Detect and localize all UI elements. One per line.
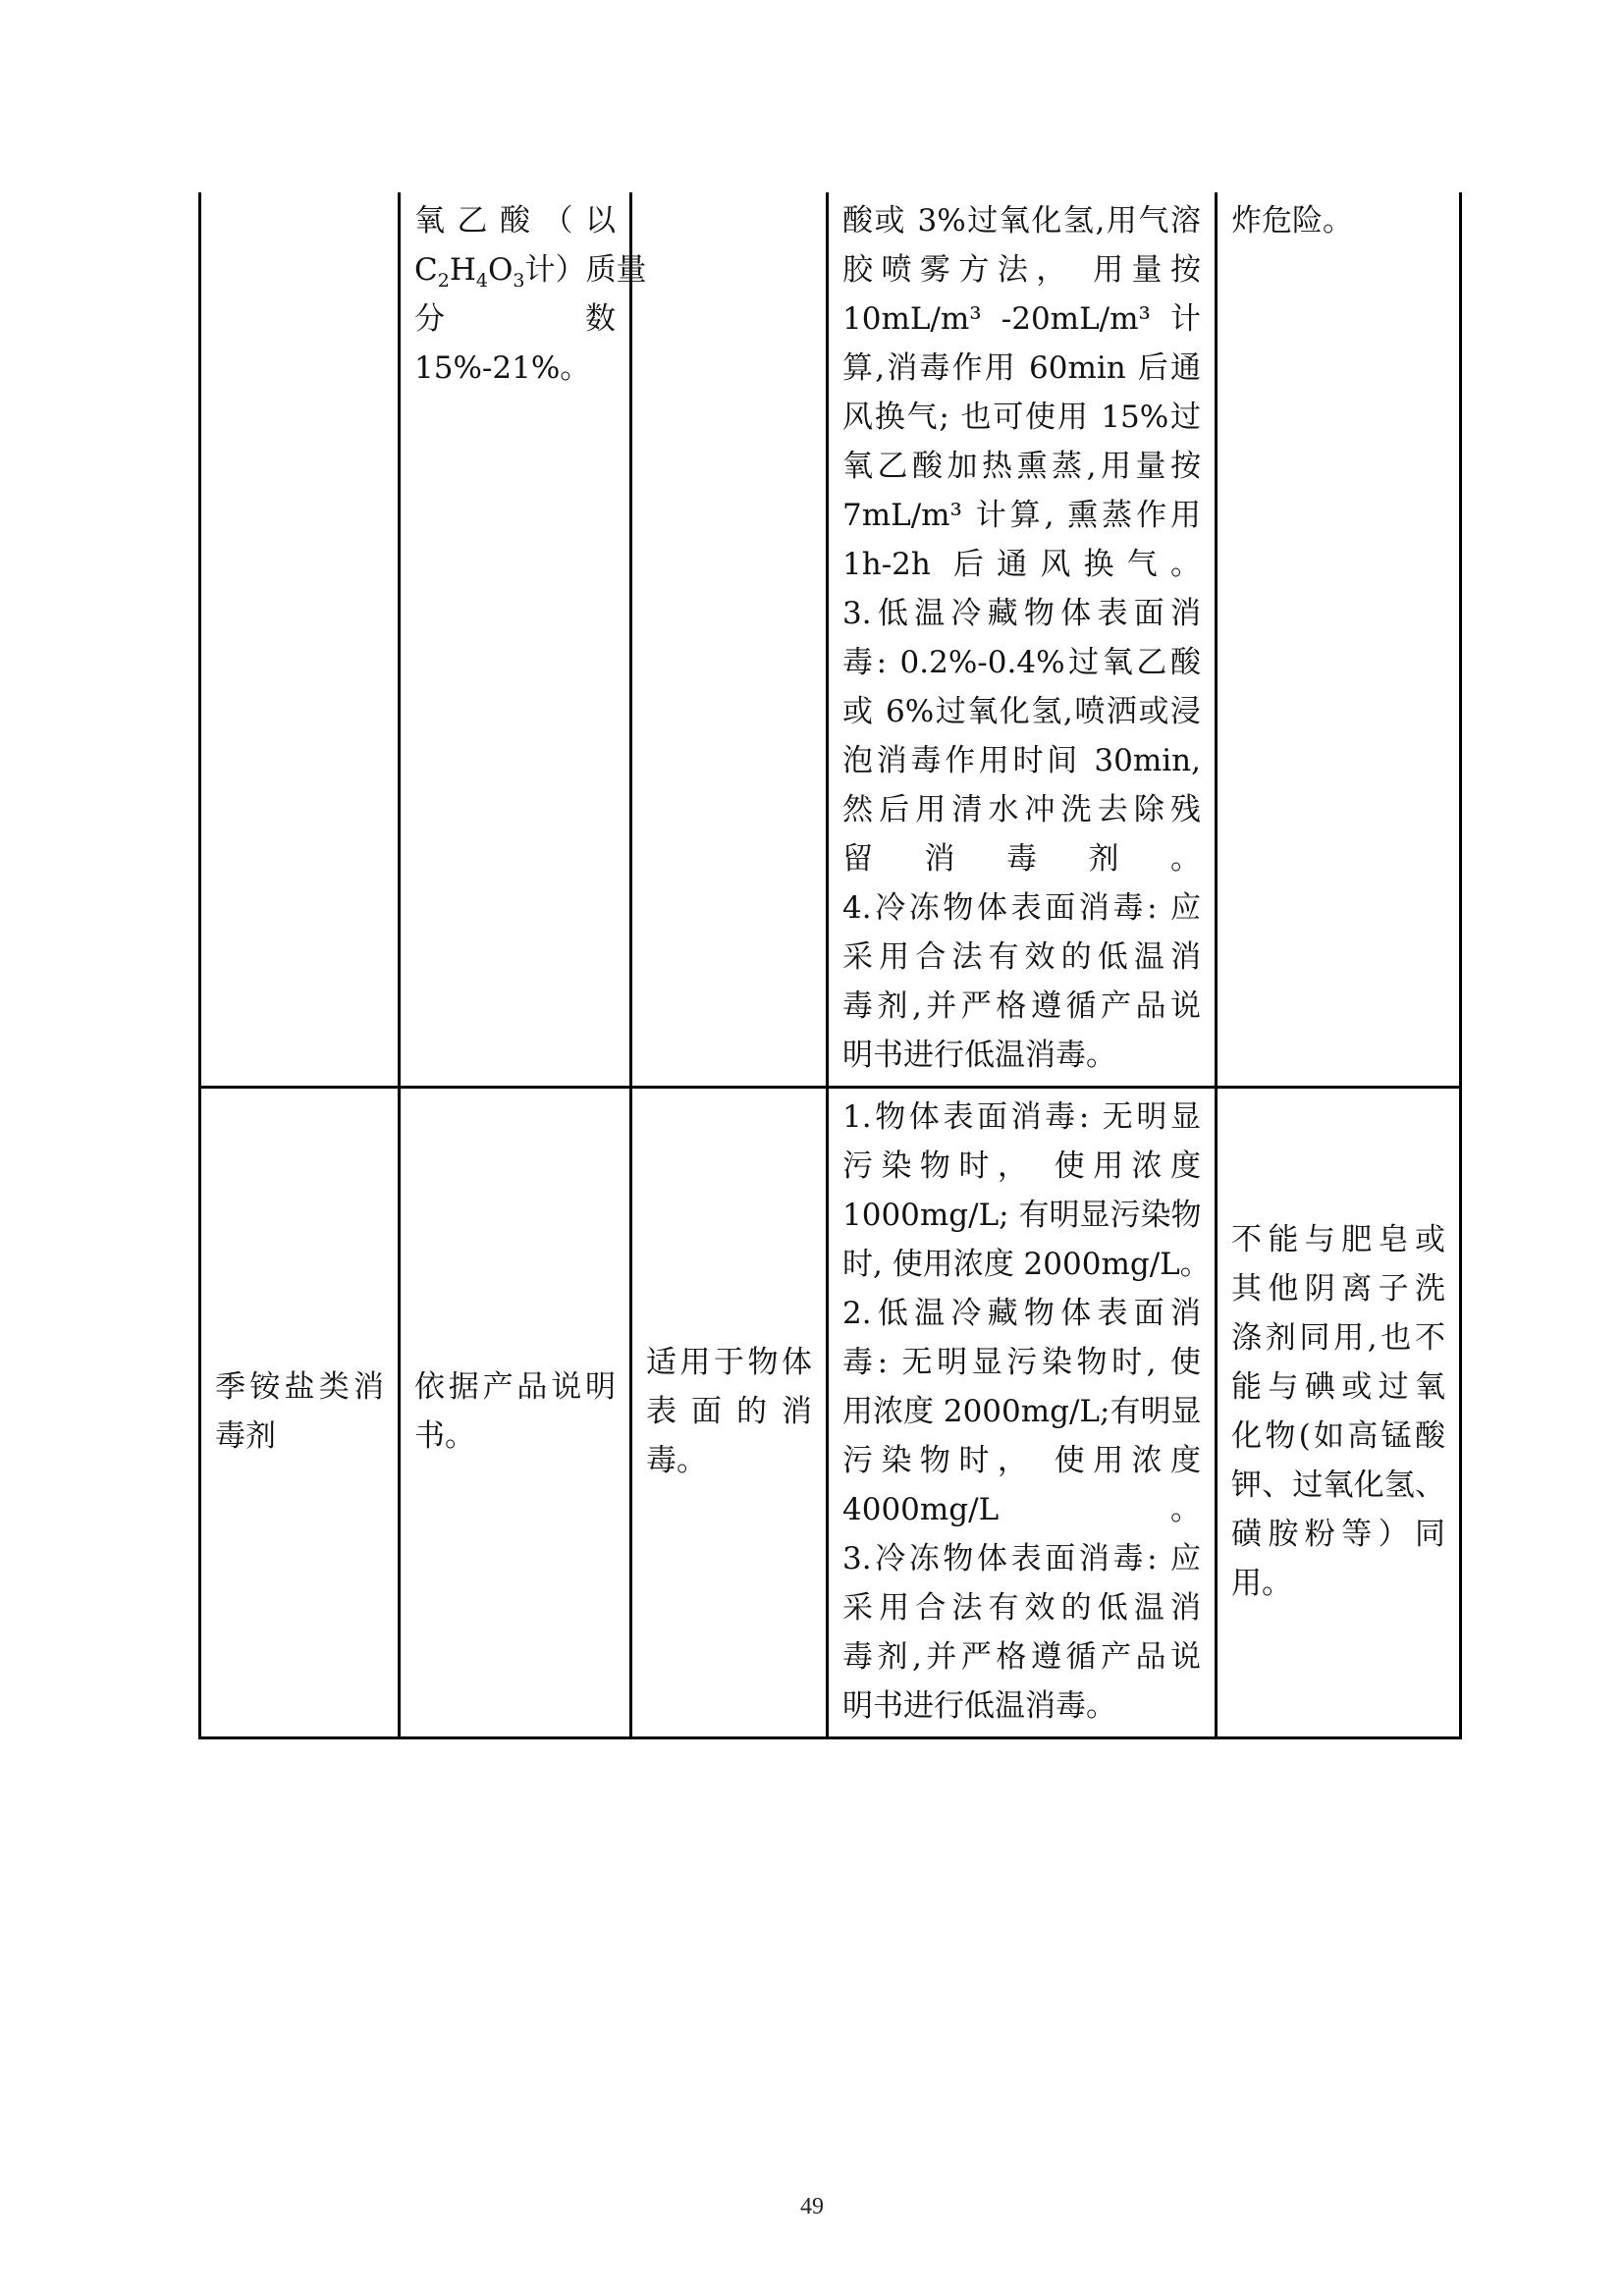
cell-line: 留消毒剂。 [842, 841, 1201, 877]
cell-line: 4000mg/L。 [842, 1492, 1201, 1527]
cell-text: 计）质量 [524, 252, 647, 288]
cell-line: 表面的消 [646, 1394, 812, 1429]
cell-line: 不能与肥皂或 [1231, 1222, 1445, 1257]
cell-line: 依据产品说明 [414, 1369, 616, 1405]
cell-line: 泡消毒作用时间 30min, [842, 743, 1201, 778]
cell-line: 1h-2h 后通风换气。 [842, 547, 1201, 582]
cell-line: 钾、过氧化氢、 [1231, 1468, 1445, 1503]
cell-line: 污染物时， 使用浓度 [842, 1148, 1201, 1184]
cell-line: 污染物时， 使用浓度 [842, 1443, 1201, 1478]
cell-line: 采用合法有效的低温消 [842, 939, 1201, 975]
table-cell-notes [1217, 1088, 1461, 1738]
table-cell-notes [1217, 192, 1461, 1088]
cell-line: 氧乙酸（以 [414, 203, 616, 239]
cell-line: 胶喷雾方法， 用量按 [842, 252, 1201, 288]
cell-line: 毒剂,并严格遵循产品说 [842, 1639, 1201, 1675]
cell-line: 炸危险。 [1231, 203, 1353, 239]
cell-line: 氧乙酸加热熏蒸,用量按 [842, 449, 1201, 484]
table-cell-name [200, 192, 400, 1088]
disinfectant-table [198, 192, 1462, 1739]
formula-element: C [414, 252, 438, 288]
cell-line: 或 6%过氧化氢,喷洒或浸 [842, 694, 1201, 729]
cell-line: 书。 [414, 1418, 475, 1454]
table-cell-composition [400, 1088, 631, 1738]
cell-line: 明书进行低温消毒。 [842, 1038, 1116, 1073]
cell-line: 毒剂,并严格遵循产品说 [842, 988, 1201, 1024]
table-cell-scope [631, 1088, 828, 1738]
cell-line: 其他阴离子洗 [1231, 1271, 1445, 1307]
cell-line: 磺胺粉等）同 [1231, 1517, 1445, 1552]
cell-line: 算,消毒作用 60min 后通 [842, 350, 1201, 386]
cell-line: 2.低温冷藏物体表面消 [842, 1296, 1201, 1331]
cell-line: 毒: 无明显污染物时, 使 [842, 1345, 1201, 1380]
cell-line: 毒。 [646, 1443, 707, 1478]
cell-line: 用。 [1231, 1566, 1292, 1601]
table-cell-usage [828, 192, 1217, 1088]
cell-line: 15%-21%。 [414, 350, 591, 386]
cell-line: 适用于物体 [646, 1345, 812, 1380]
table-row [200, 192, 1461, 1088]
cell-line: 然后用清水冲洗去除残 [842, 792, 1201, 828]
cell-line: 3.冷冻物体表面消毒: 应 [842, 1541, 1201, 1576]
formula-element: H [449, 252, 476, 288]
table-cell-composition [400, 192, 647, 1088]
cell-line: 能与碘或过氧 [1231, 1369, 1445, 1405]
formula-subscript: 3 [513, 270, 525, 293]
cell-line: 涤剂同用,也不 [1231, 1320, 1445, 1356]
cell-line: 明书进行低温消毒。 [842, 1688, 1116, 1724]
table-row [200, 1088, 1461, 1738]
cell-line: 分 数 [414, 301, 616, 337]
cell-line: 用浓度 2000mg/L;有明显 [842, 1394, 1202, 1429]
cell-line: 1000mg/L; 有明显污染物 [842, 1198, 1202, 1233]
table-cell-name [200, 1088, 400, 1738]
cell-line: 毒剂 [215, 1418, 276, 1454]
cell-line: 7mL/m³ 计算, 熏蒸作用 [842, 498, 1201, 533]
cell-line: 毒: 0.2%-0.4%过氧乙酸 [842, 645, 1201, 680]
formula-subscript: 2 [437, 270, 450, 293]
formula-subscript: 4 [475, 270, 488, 293]
cell-line: 季铵盐类消 [215, 1369, 384, 1405]
cell-line: 风换气; 也可使用 15%过 [842, 400, 1201, 435]
table-cell-scope [631, 192, 828, 1088]
table-cell-usage [828, 1088, 1217, 1738]
cell-line: 采用合法有效的低温消 [842, 1590, 1201, 1626]
page-number: 49 [800, 2194, 824, 2219]
formula-element: O [487, 252, 514, 288]
cell-line: 化物(如高锰酸 [1231, 1418, 1445, 1454]
cell-line [414, 245, 647, 294]
cell-line: 3.低温冷藏物体表面消 [842, 596, 1201, 631]
cell-line: 10mL/m³ -20mL/m³ 计 [842, 301, 1201, 337]
cell-line: 4.冷冻物体表面消毒: 应 [842, 890, 1201, 926]
cell-line: 时, 使用浓度 2000mg/L。 [842, 1247, 1211, 1282]
cell-line: 1.物体表面消毒: 无明显 [842, 1099, 1201, 1135]
cell-line: 酸或 3%过氧化氢,用气溶 [842, 203, 1201, 239]
